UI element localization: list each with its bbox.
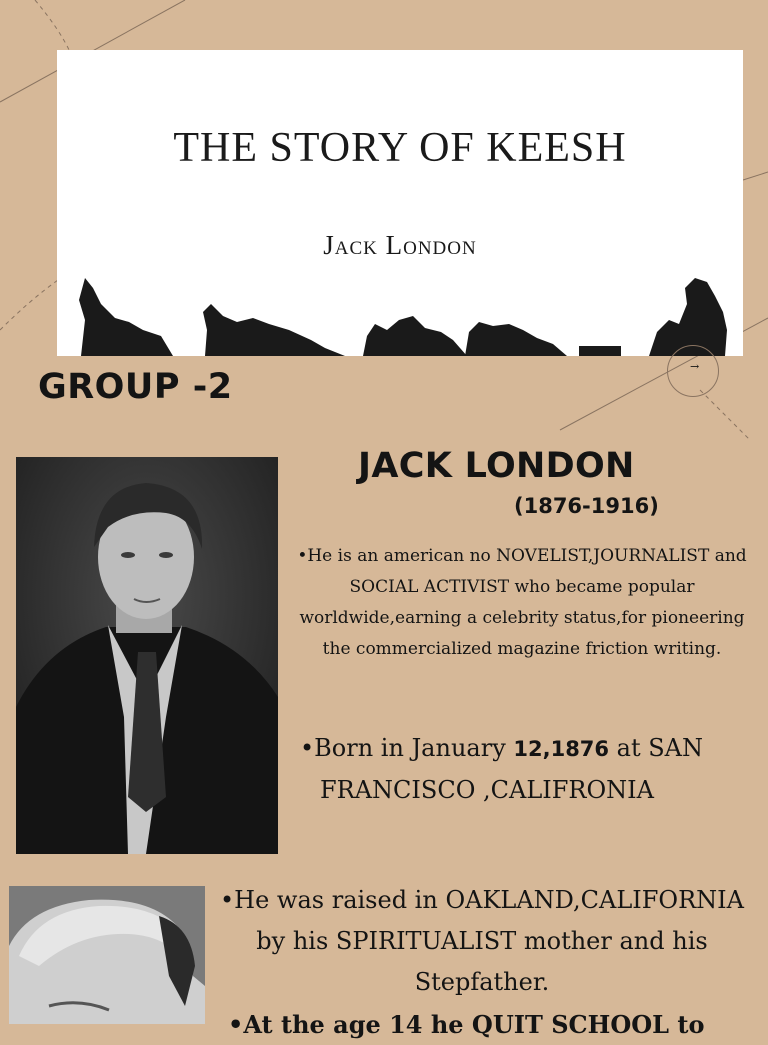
birth-date: 12,1876 bbox=[513, 737, 610, 761]
next-fact-text: •At the age 14 he QUIT SCHOOL to bbox=[228, 1010, 705, 1039]
birth-info bbox=[300, 728, 750, 811]
birth-prefix: •Born in January bbox=[300, 734, 514, 762]
banner-author: Jack London bbox=[323, 230, 477, 260]
group-heading: GROUP -2 bbox=[38, 367, 233, 407]
title-banner bbox=[57, 50, 743, 356]
author-years: (1876-1916) bbox=[514, 494, 659, 518]
sled-dogs-illustration bbox=[57, 260, 743, 356]
author-bio: •He is an american no NOVELIST,JOURNALIST and SOCIAL ACTIVIST who became popular worldwide,earning a celebrity status,for pioneering the commercialized magazine friction writing. bbox=[297, 546, 747, 659]
upbringing-text: •He was raised in OAKLAND,CALIFORNIA by his SPIRITUALIST mother and his Stepfather. bbox=[220, 886, 744, 996]
author-portrait-photo-2 bbox=[9, 886, 205, 1024]
birth-place-start: at SAN bbox=[609, 734, 704, 762]
birth-place: FRANCISCO ,CALIFRONIA bbox=[320, 776, 654, 804]
author-portrait-photo bbox=[16, 457, 278, 854]
arrow-right-icon: → bbox=[690, 360, 700, 373]
banner-title: THE STORY OF KEESH bbox=[173, 125, 627, 171]
author-name-heading: JACK LONDON bbox=[358, 446, 635, 486]
